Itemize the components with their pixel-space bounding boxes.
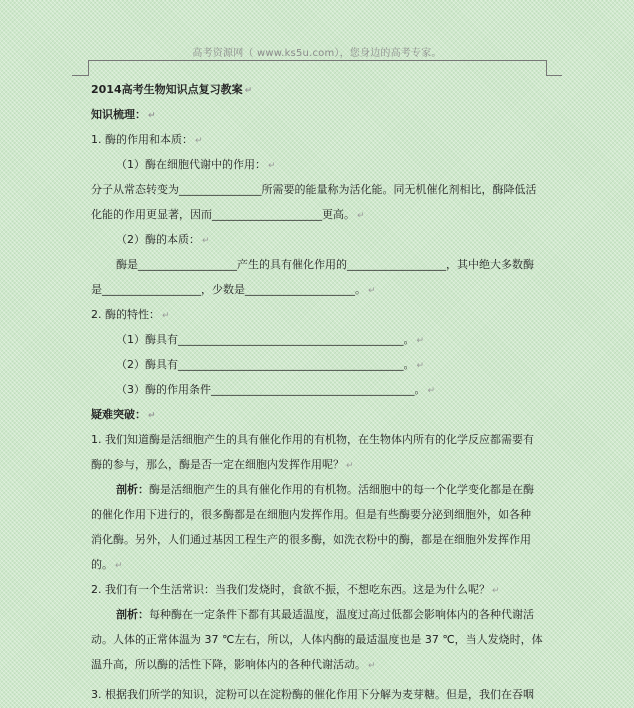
paragraph-line: 是__________________，少数是____________________。 ↵ — [91, 283, 376, 296]
paragraph-line: 动。人体的正常体温为 37 ℃左右，所以，人体内酶的最适温度也是 37 ℃，当人发烧时，体 — [91, 633, 543, 646]
paragraph-line: 2. 酶的特性： ↵ — [91, 308, 170, 321]
paragraph-line: 消化酶。另外，人们通过基因工程生产的很多酶，如洗衣粉中的酶，都是在细胞外发挥作用 — [91, 533, 531, 546]
section-heading-knowledge: 知识梳理： ↵ — [91, 108, 156, 121]
doc-title: 2014高考生物知识点复习教案 ↵ — [91, 83, 253, 96]
paragraph-line: 化能的作用更显著，因而____________________更高。 ↵ — [91, 208, 365, 221]
paragraph-line: 酶是__________________产生的具有催化作用的__________________，其中绝大多数酶 — [116, 258, 534, 271]
paragraph-line: （1）酶在细胞代谢中的作用： ↵ — [116, 158, 276, 171]
paragraph-line: （2）酶的本质： ↵ — [116, 233, 210, 246]
paragraph-line: 的。 ↵ — [91, 558, 123, 571]
right-margin-mark-h — [546, 75, 562, 76]
section-heading-difficulties: 疑难突破： ↵ — [91, 408, 156, 421]
paragraph-line: 的催化作用下进行的，很多酶都是在细胞内发挥作用。但是有些酶要分泌到细胞外，如各种 — [91, 508, 531, 521]
left-margin-mark-h — [72, 75, 88, 76]
paragraph-line: 1. 酶的作用和本质： ↵ — [91, 133, 203, 146]
paragraph-line: （2）酶具有_________________________________________。 ↵ — [116, 358, 425, 371]
paragraph-line: （1）酶具有_________________________________________。 ↵ — [116, 333, 425, 346]
left-margin-mark — [88, 60, 89, 76]
paragraph-line: 2. 我们有一个生活常识：当我们发烧时，食欲不振，不想吃东西。这是为什么呢？ ↵ — [91, 583, 500, 596]
paragraph-line: 剖析：酶是活细胞产生的具有催化作用的有机物。活细胞中的每一个化学变化都是在酶 — [116, 483, 534, 496]
paragraph-line: 3. 根据我们所学的知识，淀粉可以在淀粉酶的催化作用下分解为麦芽糖。但是，我们在吞咽 — [91, 688, 534, 701]
paragraph-line: 分子从常态转变为_______________所需要的能量称为活化能。同无机催化剂相比，酶降低活 — [91, 183, 537, 196]
right-margin-mark — [546, 60, 547, 76]
paragraph-line: 1. 我们知道酶是活细胞产生的具有催化作用的有机物，在生物体内所有的化学反应都需要有 — [91, 433, 534, 446]
page-header-text: 高考资源网（ www.ks5u.com），您身边的高考专家。 — [192, 48, 442, 59]
paragraph-line: 剖析：每种酶在一定条件下都有其最适温度，温度过高过低都会影响体内的各种代谢活 — [116, 608, 534, 621]
paragraph-line: （3）酶的作用条件_____________________________________。 ↵ — [116, 383, 436, 396]
paragraph-line: 温升高，所以酶的活性下降，影响体内的各种代谢活动。 ↵ — [91, 658, 376, 671]
paragraph-line: 酶的参与，那么，酶是否一定在细胞内发挥作用呢？ ↵ — [91, 458, 354, 471]
header-rule — [88, 60, 546, 61]
